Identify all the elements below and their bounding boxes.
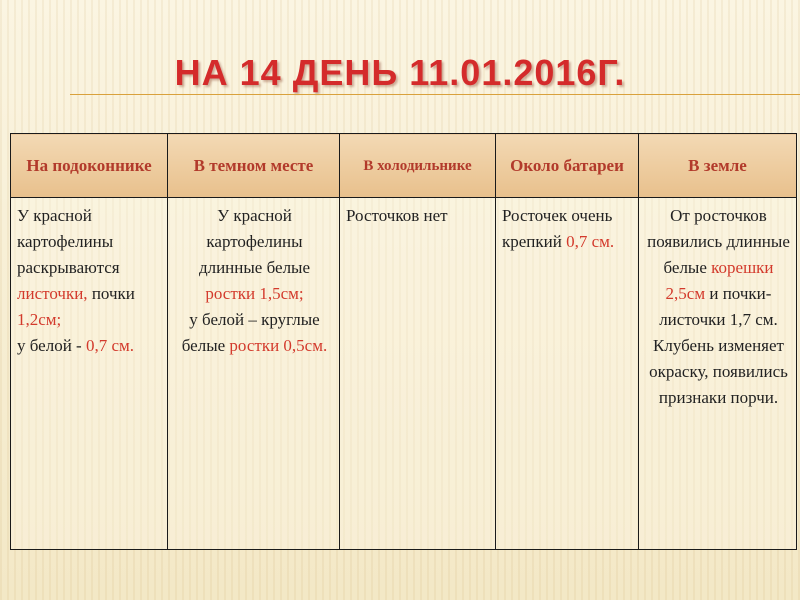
body-text: Росточек очень [502, 206, 613, 225]
cell-in-soil [639, 198, 797, 550]
highlight-text: ростки 1,5см; [205, 284, 304, 303]
table-header-row [11, 134, 797, 198]
body-text: Клубень изменяет окраску, появились признаки порчи. [649, 336, 788, 407]
highlight-text: листочки, [17, 284, 88, 303]
body-text: От росточков появились длинные белые [647, 206, 790, 277]
highlight-text: корешки 2,5см [665, 258, 774, 303]
col-header-in-soil: В земле [639, 134, 797, 198]
body-text: У красной картофелины длинные белые [198, 206, 311, 277]
body-text: и почки-листочки 1,7 см. [659, 284, 778, 329]
body-text: Росточков нет [346, 206, 448, 225]
observation-table [10, 133, 797, 550]
highlight-text: 1,2см; [17, 310, 62, 329]
cell-text [639, 198, 796, 411]
cell-text [340, 198, 495, 229]
body-text: почки [87, 284, 135, 303]
highlight-text: ростки 0,5см. [229, 336, 328, 355]
cell-windowsill [11, 198, 168, 550]
cell-near-radiator [496, 198, 639, 550]
col-header-dark-place: В темном месте [168, 134, 340, 198]
highlight-text: 0,7 см. [566, 232, 615, 251]
col-header-fridge: В холодильнике [340, 134, 496, 198]
body-text: крепкий [502, 232, 567, 251]
highlight-text: 0,7 см. [85, 336, 135, 355]
cell-text [496, 198, 638, 255]
cell-text [11, 198, 167, 359]
body-text: у белой – круглые белые [181, 310, 320, 355]
body-text: У красной картофелины раскрываются [17, 206, 120, 277]
title-underline [70, 94, 800, 95]
cell-text [168, 198, 339, 359]
cell-fridge [340, 198, 496, 550]
cell-dark-place [168, 198, 340, 550]
body-text: у белой - [17, 336, 86, 355]
col-header-near-radiator: Около батареи [496, 134, 639, 198]
slide-title: НА 14 ДЕНЬ 11.01.2016Г. [174, 52, 626, 93]
table-row [11, 198, 797, 550]
col-header-windowsill: На подоконнике [11, 134, 168, 198]
